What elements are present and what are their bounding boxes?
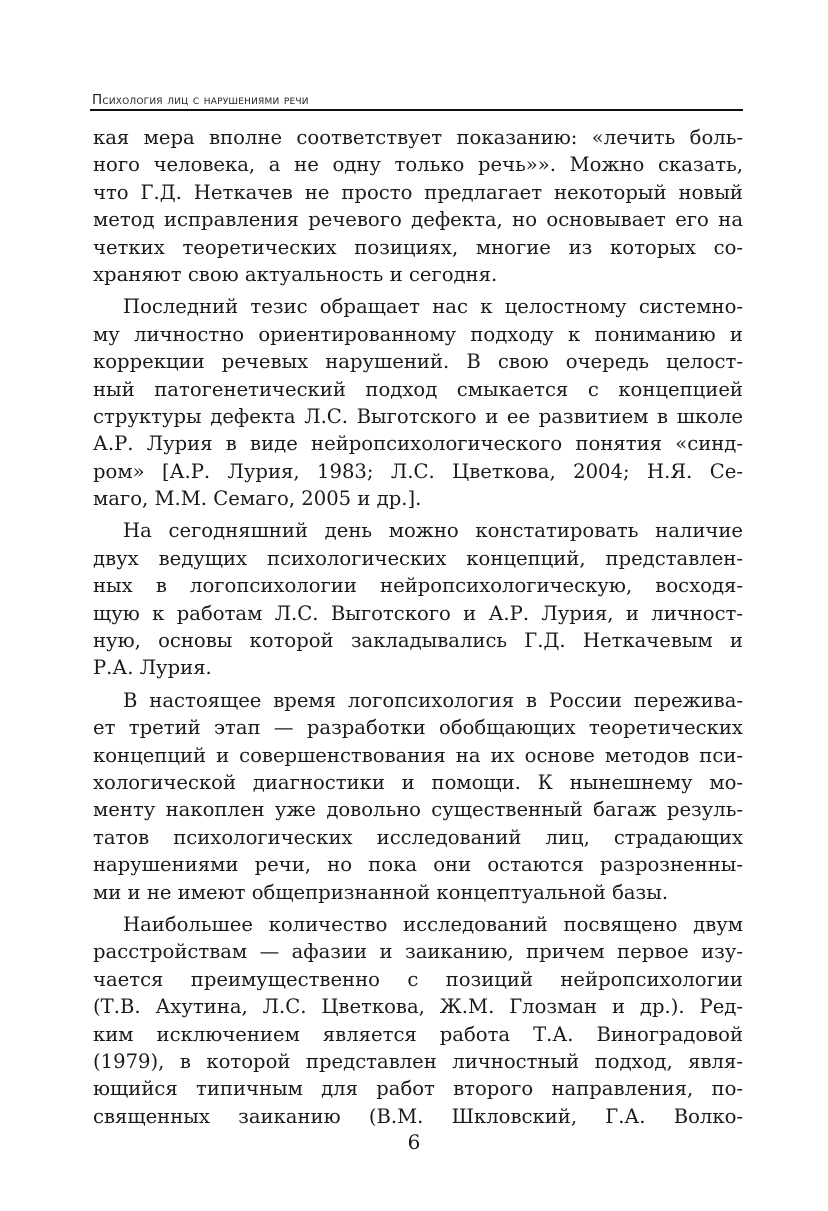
paragraph (93, 517, 743, 681)
text-line: двух ведущих психологических концепций, представлен- (93, 546, 743, 570)
text-line: метод исправления речевого дефекта, но основывает его на (93, 208, 743, 232)
paragraph (93, 911, 743, 1130)
paragraph (93, 687, 743, 906)
text-line: ный патогенетический подход смыкается с концепцией (93, 377, 743, 401)
text-line: Последний тезис обращает нас к целостному системно- (123, 295, 743, 319)
header-rule (90, 109, 743, 111)
text-line: ми и не имеют общепризнанной концептуальной базы. (93, 880, 669, 904)
text-line: четких теоретических позициях, многие из которых со- (93, 235, 743, 259)
running-title: Психология лиц с нарушениями речи (92, 92, 309, 108)
text-line: щую к работам Л.С. Выготского и А.Р. Лурия, и личност- (93, 601, 743, 625)
text-line: храняют свою актуальность и сегодня. (93, 262, 498, 286)
text-line: ром» [А.Р. Лурия, 1983; Л.С. Цветкова, 2004; Н.Я. Се- (93, 459, 743, 483)
text-line: священных заиканию (В.М. Шкловский, Г.А. Волко- (93, 1104, 743, 1128)
text-line: коррекции речевых нарушений. В свою очередь целост- (93, 350, 743, 374)
text-line: ет третий этап — разработки обобщающих теоретических (93, 716, 743, 740)
text-line: ющийся типичным для работ второго направления, по- (93, 1077, 743, 1101)
text-line: ную, основы которой закладывались Г.Д. Неткачевым и (93, 629, 743, 653)
page-number: 6 (407, 1130, 421, 1154)
text-line: расстройствам — афазии и заиканию, причем первое изу- (93, 940, 743, 964)
text-line: Наибольшее количество исследований посвящено двум (123, 912, 743, 936)
text-line: чается преимущественно с позиций нейропсихологии (93, 967, 743, 991)
paragraph (93, 124, 743, 288)
text-line: Р.А. Лурия. (93, 656, 212, 680)
body-text (93, 124, 743, 1130)
text-line: ных в логопсихологии нейропсихологическую, восходя- (93, 574, 743, 598)
text-line: что Г.Д. Неткачев не просто предлагает некоторый новый (93, 180, 743, 204)
text-line: (1979), в которой представлен личностный подход, явля- (93, 1049, 743, 1073)
text-line: структуры дефекта Л.С. Выготского и ее развитием в школе (93, 404, 743, 428)
text-line: му личностно ориентированному подходу к пониманию и (93, 322, 743, 346)
text-line: татов психологических исследований лиц, страдающих (93, 825, 743, 849)
text-line: В настоящее время логопсихология в России пережива- (123, 688, 743, 712)
text-line: маго, М.М. Семаго, 2005 и др.]. (93, 487, 422, 511)
text-line: кая мера вполне соответствует показанию: «лечить боль- (93, 126, 743, 149)
text-line: На сегодняшний день можно констатировать наличие (123, 519, 743, 543)
text-line: менту накоплен уже довольно существенный багаж резуль- (93, 798, 743, 822)
text-line: ким исключением является работа Т.А. Виноградовой (93, 1022, 743, 1046)
text-line: (Т.В. Ахутина, Л.С. Цветкова, Ж.М. Глозман и др.). Ред- (93, 995, 743, 1019)
text-line: ного человека, а не одну только речь»». Можно сказать, (93, 153, 743, 177)
text-line: А.Р. Лурия в виде нейропсихологического понятия «синд- (93, 432, 743, 456)
text-line: концепций и совершенствования на их основе методов пси- (93, 743, 743, 767)
text-line: нарушениями речи, но пока они остаются разрозненны- (93, 853, 743, 877)
text-line: хологической диагностики и помощи. К нынешнему мо- (93, 770, 743, 794)
paragraph (93, 293, 743, 512)
